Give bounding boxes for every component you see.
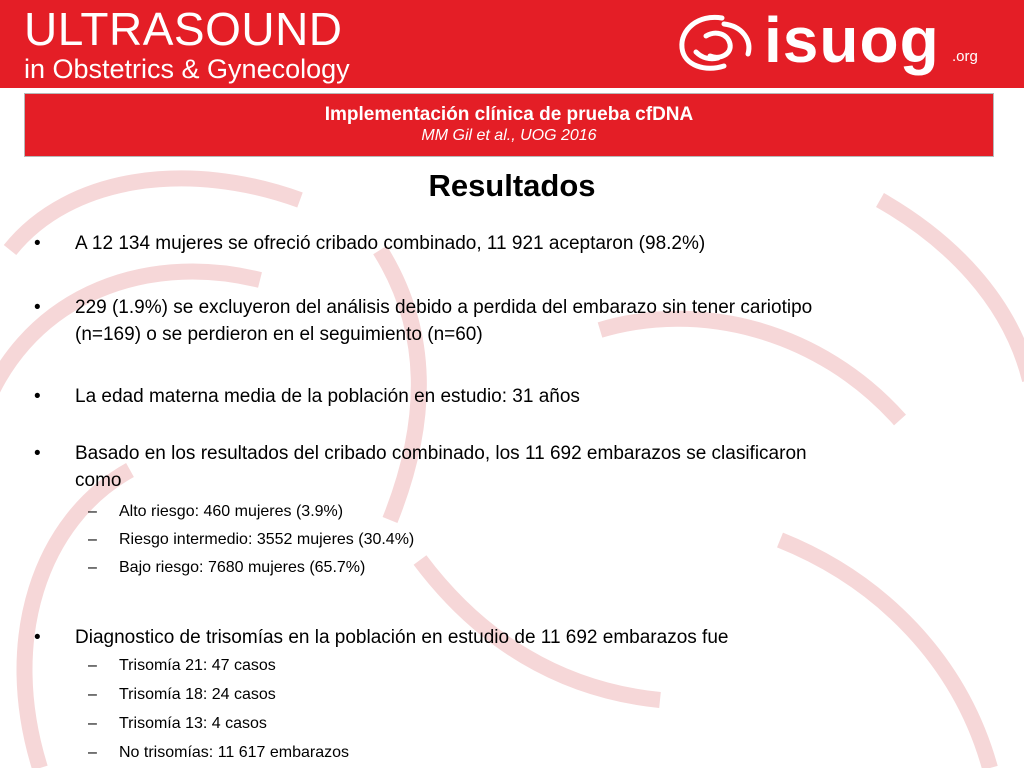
logo-wordmark: isuog xyxy=(764,4,940,76)
bullet-text: La edad materna media de la población en estudio: 31 años xyxy=(75,386,580,407)
sub-bullet-marker: – xyxy=(88,531,97,548)
sub-bullet-text: Trisomía 21: 47 casos xyxy=(119,657,276,674)
sub-bullet-marker: – xyxy=(88,559,97,576)
sub-bullet-text: No trisomías: 11 617 embarazos xyxy=(119,744,350,761)
bullet-text: Diagnostico de trisomías en la población en estudio de 11 692 embarazos fue xyxy=(75,627,729,648)
section-title: Resultados xyxy=(428,168,596,203)
journal-subtitle: in Obstetrics & Gynecology xyxy=(24,54,350,84)
bullet-text-line2: (n=169) o se perdieron en el seguimiento (n=60) xyxy=(75,324,483,345)
bullet-marker: • xyxy=(34,233,41,254)
bullet-text: Basado en los resultados del cribado combinado, los 11 692 embarazos se clasificaron xyxy=(75,443,807,464)
bullet-text-line2: como xyxy=(75,470,122,491)
sub-bullet-text: Riesgo intermedio: 3552 mujeres (30.4%) xyxy=(119,531,415,548)
logo-suffix: .org xyxy=(952,48,978,65)
bullet-marker: • xyxy=(34,443,41,464)
slide-citation: MM Gil et al., UOG 2016 xyxy=(421,127,597,144)
slide-title: Implementación clínica de prueba cfDNA xyxy=(324,104,694,125)
sub-bullet-text: Trisomía 13: 4 casos xyxy=(119,715,267,732)
sub-bullet-text: Trisomía 18: 24 casos xyxy=(119,686,276,703)
sub-bullet-marker: – xyxy=(88,744,97,761)
sub-bullet-marker: – xyxy=(88,686,97,703)
bullet-marker: • xyxy=(34,627,41,648)
journal-title: ULTRASOUND xyxy=(24,3,343,55)
sub-bullet-marker: – xyxy=(88,657,97,674)
bullet-text: A 12 134 mujeres se ofreció cribado combinado, 11 921 aceptaron (98.2%) xyxy=(75,233,706,254)
bullet-marker: • xyxy=(34,386,41,407)
sub-bullet-marker: – xyxy=(88,715,97,732)
sub-bullet-text: Alto riesgo: 460 mujeres (3.9%) xyxy=(119,503,344,520)
sub-bullet-text: Bajo riesgo: 7680 mujeres (65.7%) xyxy=(119,559,366,576)
sub-bullet-marker: – xyxy=(88,503,97,520)
bullet-text: 229 (1.9%) se excluyeron del análisis debido a perdida del embarazo sin tener cariotipo xyxy=(75,297,813,318)
bullet-marker: • xyxy=(34,297,41,318)
